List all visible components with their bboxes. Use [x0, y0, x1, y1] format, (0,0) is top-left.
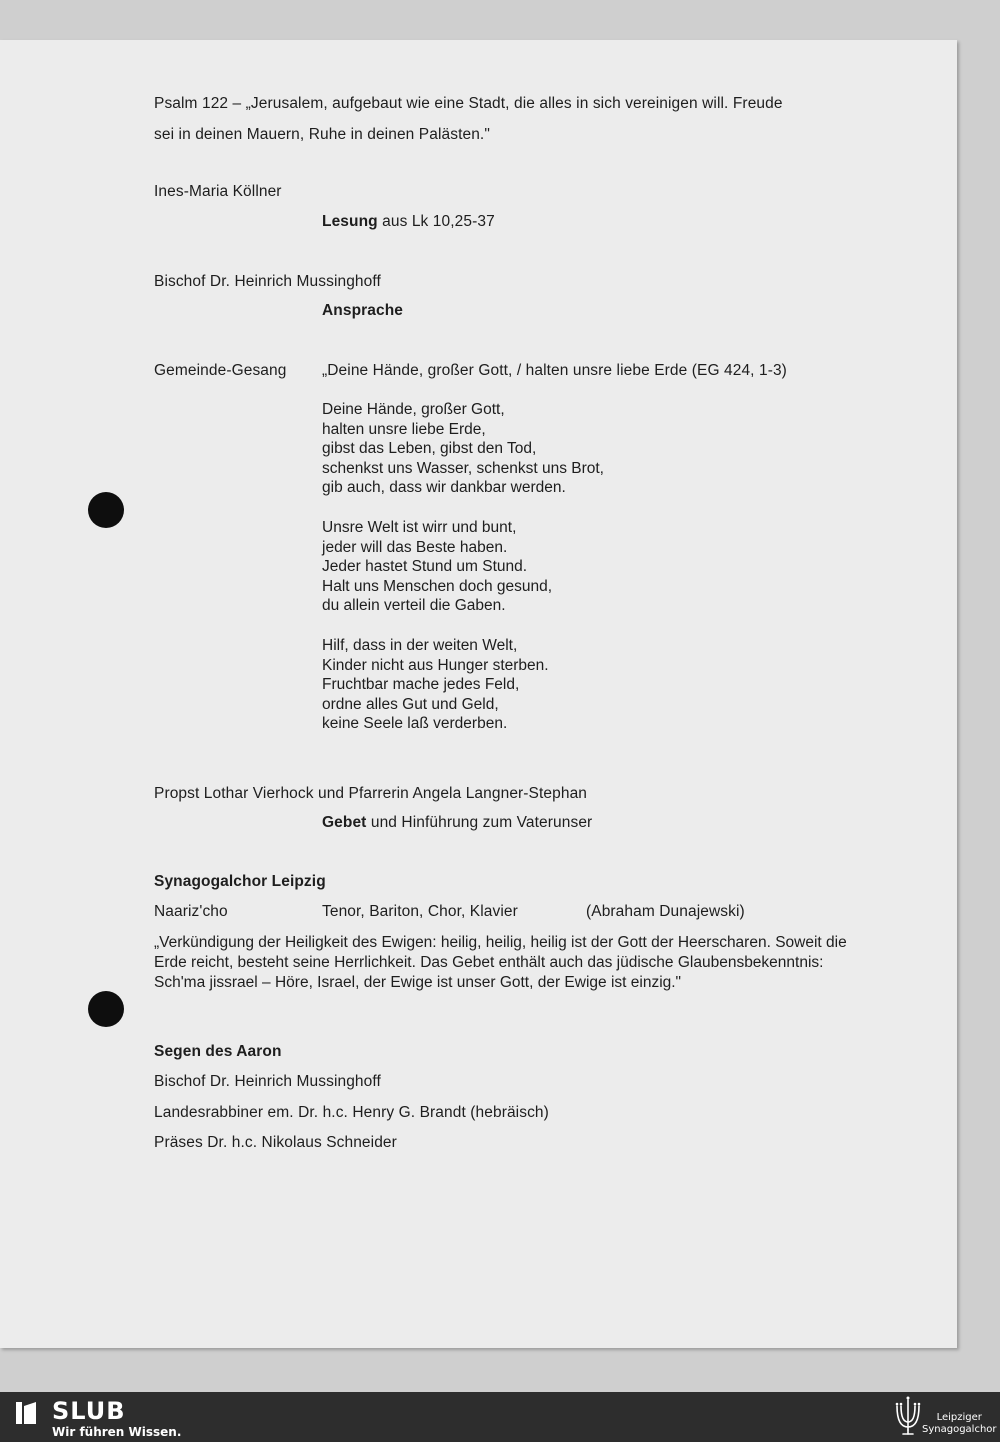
verse-line: Hilf, dass in der weiten Welt, — [322, 637, 518, 654]
prayer-title: Gebet — [322, 814, 367, 831]
blessing-heading: Segen des Aaron — [154, 1043, 282, 1060]
prayer-rest: und Hinführung zum Vaterunser — [366, 814, 593, 831]
slub-claim: Wir führen Wissen. — [52, 1425, 182, 1439]
psalm-line: Psalm 122 – „Jerusalem, aufgebaut wie eine Stadt, die alles in sich vereinigen will. Freude — [154, 95, 783, 112]
reading-reference: aus Lk 10,25-37 — [377, 213, 495, 230]
choir-voices: Tenor, Bariton, Chor, Klavier — [322, 903, 518, 920]
verse-line: Fruchtbar mache jedes Feld, — [322, 676, 520, 694]
partner-line: Synagogalchor — [922, 1424, 997, 1435]
choir-heading: Synagogalchor Leipzig — [154, 873, 326, 890]
verse-line: ordne alles Gut und Geld, — [322, 695, 499, 713]
choir-piece: Naariz'cho — [154, 903, 228, 920]
speaker-name: Bischof Dr. Heinrich Mussinghoff — [154, 273, 381, 290]
blessing-person: Landesrabbiner em. Dr. h.c. Henry G. Brandt (hebräisch) — [154, 1104, 549, 1121]
verse-line: du allein verteil die Gaben. — [322, 597, 506, 615]
slub-book-icon — [14, 1400, 40, 1426]
verse-line: keine Seele laß verderben. — [322, 715, 508, 733]
partner-name — [922, 1412, 997, 1436]
hymn-label: Gemeinde-Gesang — [154, 362, 287, 379]
verse-line: schenkst uns Wasser, schenkst uns Brot, — [322, 459, 604, 477]
reader-name: Ines-Maria Köllner — [154, 183, 282, 200]
address-title: Ansprache — [322, 302, 404, 319]
reading-title: Lesung — [322, 213, 378, 230]
verse-line: halten unsre liebe Erde, — [322, 420, 486, 438]
blessing-person: Präses Dr. h.c. Nikolaus Schneider — [154, 1134, 397, 1151]
verse-line: Deine Hände, großer Gott, — [322, 401, 505, 418]
hymn-verse — [322, 518, 552, 616]
choir-composer: (Abraham Dunajewski) — [586, 903, 745, 920]
hymn-verse — [322, 400, 604, 498]
verse-line: Jeder hastet Stund um Stund. — [322, 558, 528, 576]
hymn-title: „Deine Hände, großer Gott, / halten unsre liebe Erde (EG 424, 1-3) — [322, 362, 787, 379]
slub-brand[interactable]: SLUB — [52, 1397, 126, 1425]
verse-line: jeder will das Beste haben. — [322, 538, 508, 556]
choir-description: „Verkündigung der Heiligkeit des Ewigen: heilig, heilig, heilig ist der Gott der Heerscharen. Soweit die Erde reicht, besteht seine Herrlichkeit. Das Gebet enthält auch das jüdische Glaubensbekenntnis: Sch'ma jissrael – Höre, Israel, der Ewige ist unser Gott, der Ewige ist einzig." — [154, 934, 847, 991]
psalm-line: sei in deinen Mauern, Ruhe in deinen Palästen." — [154, 126, 490, 143]
blessing-person: Bischof Dr. Heinrich Mussinghoff — [154, 1073, 381, 1090]
reading-item — [322, 212, 495, 232]
footer-bar — [0, 1392, 1000, 1442]
verse-line: gib auch, dass wir dankbar werden. — [322, 479, 566, 497]
verse-line: Kinder nicht aus Hunger sterben. — [322, 656, 549, 674]
partner-line: Leipziger — [936, 1412, 982, 1423]
menorah-icon — [895, 1394, 921, 1438]
hymn-verse — [322, 636, 549, 734]
verse-line: gibst das Leben, gibst den Tod, — [322, 440, 537, 458]
punch-hole — [88, 991, 124, 1027]
verse-line: Unsre Welt ist wirr und bunt, — [322, 519, 517, 536]
verse-line: Halt uns Menschen doch gesund, — [322, 577, 553, 595]
prayer-item — [322, 813, 592, 833]
punch-hole — [88, 492, 124, 528]
prayer-leaders: Propst Lothar Vierhock und Pfarrerin Angela Langner-Stephan — [154, 785, 588, 802]
